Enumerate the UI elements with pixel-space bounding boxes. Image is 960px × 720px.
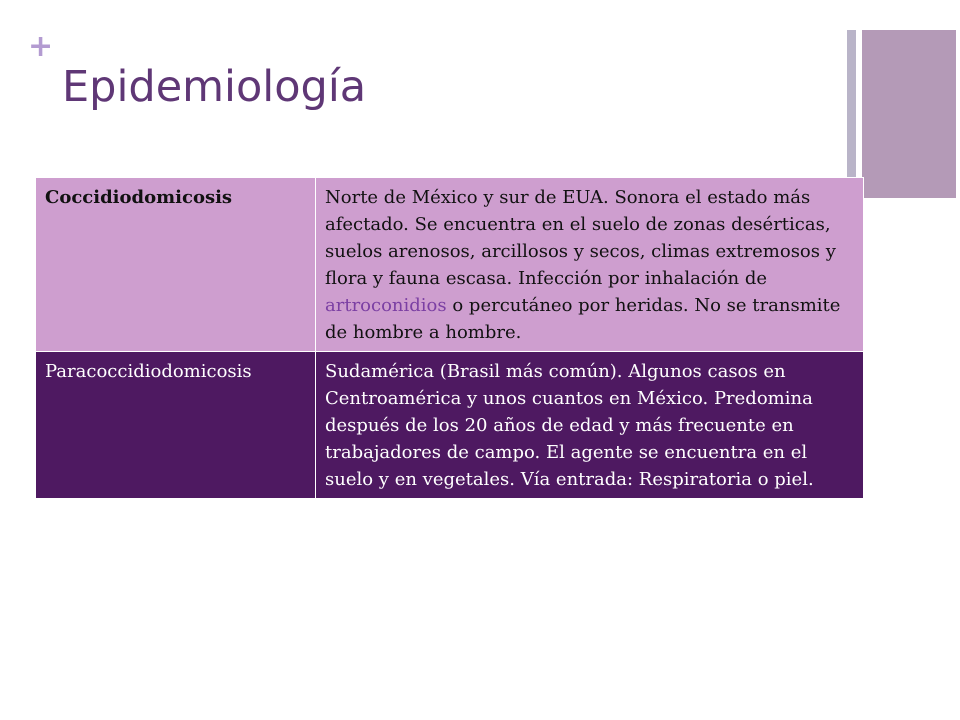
table-row-paracoccidiodomicosis — [36, 352, 864, 499]
decorative-bar-thin — [847, 30, 856, 190]
disease-description-cell: Sudamérica (Brasil más común). Algunos casos en Centroamérica y unos cuantos en México. Predomina después de los 20 años de edad y más frecuente en trabajadores de campo. El agente se encuentra en el suelo y en vegetales. Vía entrada: Respiratoria o piel. — [316, 352, 864, 499]
artroconidios-link[interactable]: artroconidios — [325, 295, 447, 316]
epidemiology-table — [35, 177, 864, 499]
disease-name-cell: Coccidiodomicosis — [36, 178, 316, 352]
description-text-start: Norte de México y sur de EUA. Sonora el estado más afectado. Se encuentra en el suelo de zonas desérticas, suelos arenosos, arcillosos y secos, climas extremosos y flora y fauna escasa. Infección por inhalación de — [325, 187, 836, 289]
disease-description-cell — [316, 178, 864, 352]
description-text-end: o percutáneo por heridas. No se transmite de hombre a hombre. — [325, 295, 841, 343]
slide-title: Epidemiología — [62, 62, 367, 112]
plus-icon: + — [28, 29, 54, 64]
disease-name-cell: Paracoccidiodomicosis — [36, 352, 316, 499]
table-row-coccidiodomicosis — [36, 178, 864, 352]
decorative-block — [862, 30, 956, 198]
